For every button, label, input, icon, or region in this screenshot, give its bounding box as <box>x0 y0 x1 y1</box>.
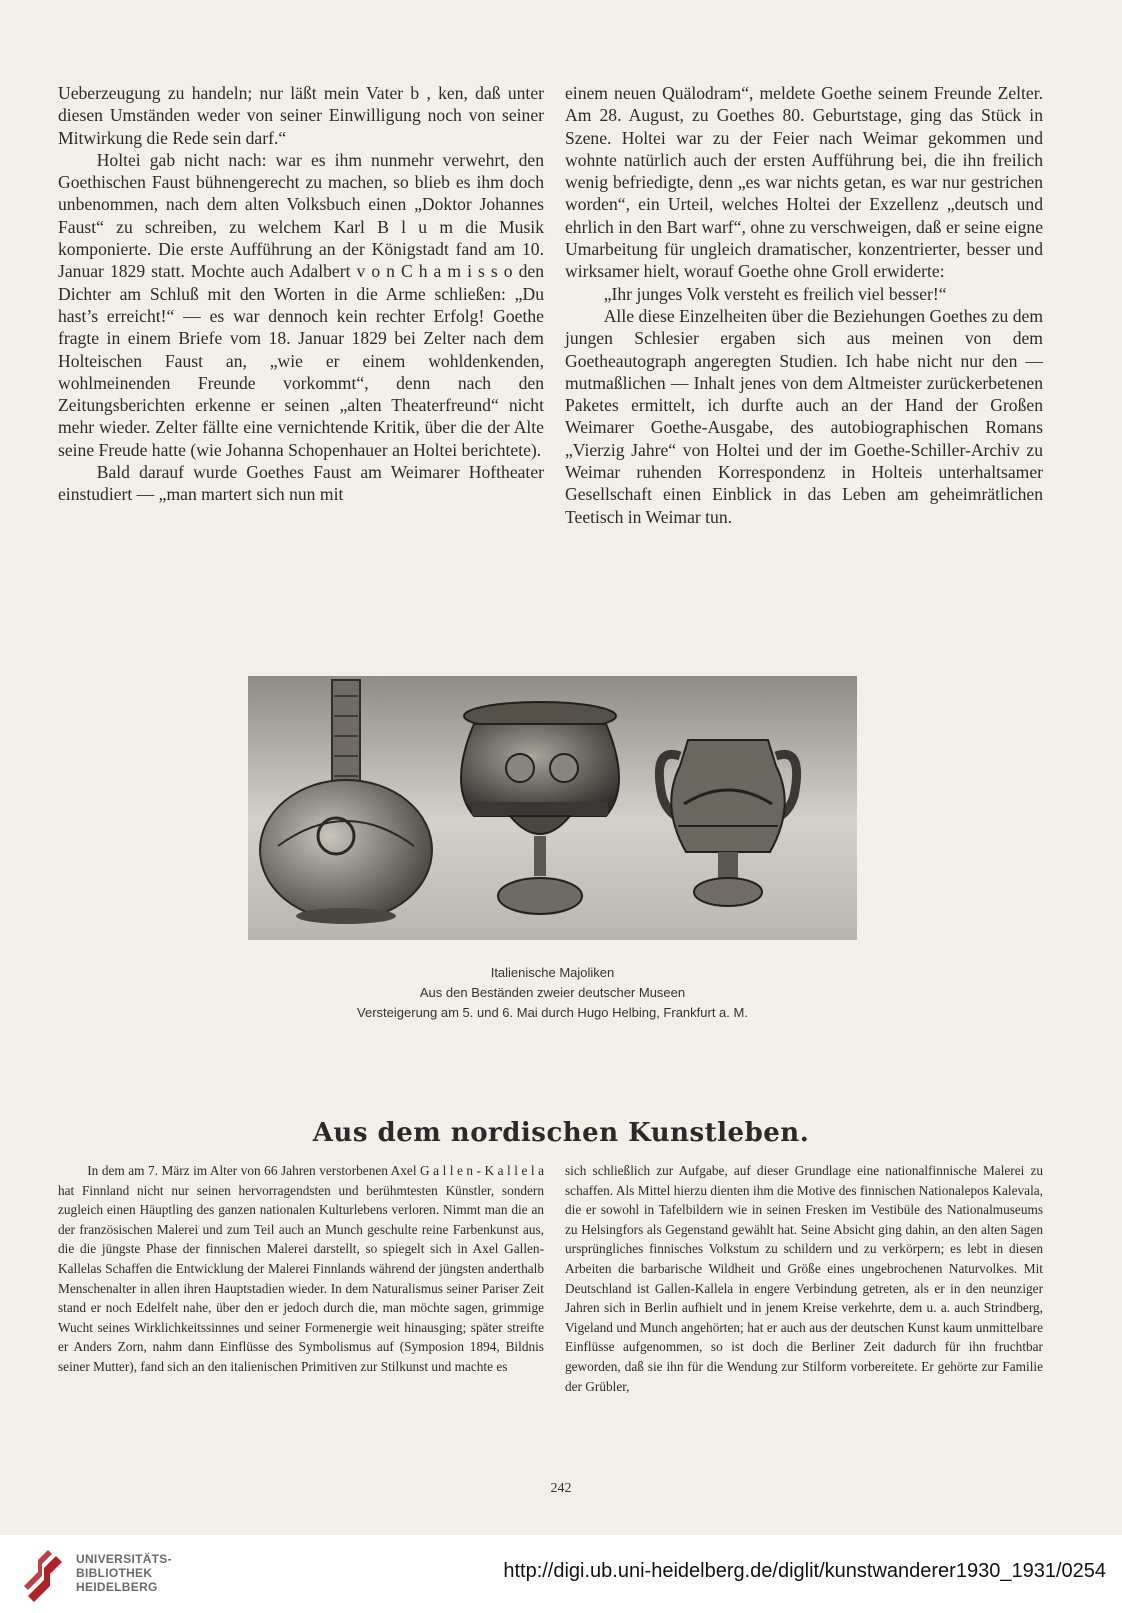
article-right-column <box>565 82 1043 528</box>
figure-caption <box>248 963 857 1023</box>
section-left-column <box>58 1161 544 1377</box>
paragraph: Ueberzeugung zu handeln; nur läßt mein Vater b , ken, daß unter diesen Umständen weder von seiner Einwilligung noch von seiner Mitwirkung die Rede sein darf.“ <box>58 83 544 148</box>
majolica-photo <box>248 676 857 940</box>
library-line: HEIDELBERG <box>76 1580 158 1594</box>
caption-line: Versteigerung am 5. und 6. Mai durch Hugo Helbing, Frankfurt a. M. <box>357 1005 748 1020</box>
page-number: 242 <box>550 1481 572 1496</box>
paragraph: einem neuen Quälodram“, meldete Goethe seinem Freunde Zelter. Am 28. August, zu Goethes 80. Geburtstage, ging das Stück in Szene. Holtei war zu der Feier nach Weimar gekommen und wohnte natürlich auch der ersten Aufführung bei, die ihn freilich wenig befriedigte, denn „es war nichts getan, es war nur gestrichen worden“, ein Urteil, welches Holtei der Exzellenz „deutsch und ehrlich in den Bart warf“, ohne zu verschweigen, daß er seine eigne Umarbeitung für ungleich dramatischer, konzentrierter, besser und wirksamer hielt, worauf Goethe ohne Groll erwiderte: <box>565 83 1043 282</box>
paragraph: „Ihr junges Volk versteht es freilich viel besser!“ <box>603 283 947 304</box>
paragraph: Holtei gab nicht nach: war es ihm nunmehr verwehrt, den Goethischen Faust bühnengerecht zu machen, so blieb es ihm doch unbenommen, nach dem alten Volksbuch einen „Doktor Johannes Faust“ zu schreiben, zu welchem Karl B l u m die Musik komponierte. Die erste Aufführung an der Königstadt fand am 10. Januar 1829 statt. Mochte auch Adalbert v o n C h a m i s s o den Dichter am Schluß mit den Worten in die Arme schließen: „Du hast’s erreicht!“ — es war dennoch kein rechter Erfolg! Goethe fragte in einem Briefe vom 18. Januar 1829 bei Zelter nach dem Holteischen Faust an, „wie er einem wohldenkenden, wohlmeinenden Freunde vorkommt“, denn nach den Zeitungsberichten erkenne er seinen „alten Theaterfreund“ nicht mehr wieder. Zelter fällte eine vernichtende Kritik, über die der Alte seine Freude hatte (wie Johanna Schopenhauer an Holtei berichtete). <box>58 149 544 460</box>
caption-line: Italienische Majoliken <box>490 965 615 980</box>
library-logo-icon <box>24 1546 66 1602</box>
source-url-link[interactable]: http://digi.ub.uni-heidelberg.de/diglit/kunstwanderer1930_1931/0254 <box>503 1560 1106 1582</box>
vases-illustration <box>248 676 857 940</box>
section-heading: Aus dem nordischen Kunstleben. <box>312 1118 810 1148</box>
paragraph: In dem am 7. März im Alter von 66 Jahren verstorbenen Axel G a l l e n - K a l l e l a hat Finnland nicht nur seinen hervorragendsten und berühmtesten Künstler, sondern zugleich einen Häuptling des ganzen nationalen Kulturlebens verloren. Nimmt man die an der französischen Malerei und zum Teil auch an Munch geschulte reine Farbenkunst aus, die die jüngste Phase der finnischen Malerei darstellt, so spiegelt sich in Axel Gallen-Kallelas Schaffen die Entwicklung der Malerei Finnlands während der jüngsten anderthalb Menschenalter in allen ihren Hauptstadien wieder. In dem Naturalismus seiner Pariser Zeit stand er noch Edelfelt nahe, über den er jedoch durch die, man möchte sagen, grimmige Wucht seines Wirklichkeitssinnes und seiner Formenergie weit hinausging; später streifte er Anders Zorn, nahm dann Einflüsse des Symbolismus auf (Symposion 1894, Bildnis seiner Mutter), fand sich an den italienischen Primitiven zur Stilkunst und machte es <box>58 1163 544 1374</box>
library-line: UNIVERSITÄTS- <box>76 1552 172 1566</box>
paragraph: Bald darauf wurde Goethes Faust am Weimarer Hoftheater einstudiert — „man martert sich nun mit <box>58 462 544 505</box>
library-line: BIBLIOTHEK <box>76 1566 153 1580</box>
library-name <box>76 1552 172 1594</box>
caption-line: Aus den Beständen zweier deutscher Museen <box>419 985 686 1000</box>
article-left-column <box>58 82 544 506</box>
paragraph: Alle diese Einzelheiten über die Beziehungen Goethes zu dem jungen Schlesier ergaben sich aus meinen von dem Goetheautograph angeregten Studien. Ich habe nicht nur den — mutmaßlichen — Inhalt jenes von dem Altmeister zurückerbetenen Paketes ermittelt, ich durfte auch an der Hand der Großen Weimarer Goethe-Ausgabe, des autobiographischen Romans „Vierzig Jahre“ von Holtei und der im Goethe-Schiller-Archiv zu Weimar ruhenden Korrespondenz in Holteis unterhaltsamer Gesellschaft einen Einblick in das Leben am geheimrätlichen Teetisch in Weimar tun. <box>565 305 1043 527</box>
paragraph: sich schließlich zur Aufgabe, auf dieser Grundlage eine nationalfinnische Malerei zu schaffen. Als Mittel hierzu dienten ihm die Motive des finnischen Nationalepos Kalevala, die er sowohl in Tafelbildern wie in seinen Fresken im Vestibüle des Nationalmuseums zu Helsingfors als Gegenstand gewählt hat. Seine Absicht ging dahin, an den alten Sagen ursprüngliches finnisches Volkstum zu schildern und zu verkörpern; es lebt in diesen Arbeiten die barbarische Wildheit und Größe eines ungebrochenen Naturvolkes. Mit Deutschland ist Gallen-Kallela in engere Verbindung getreten, als er in den neunziger Jahren sich in Berlin aufhielt und in jenem Kreise verkehrte, dem u. a. auch Strindberg, Vigeland und Munch angehörten; hat er auch aus der deutschen Kunst kaum unmittelbare Einflüsse aufgenommen, so ist doch die Berliner Zeit dadurch für ihn fruchtbar geworden, daß sie ihn für die Wendung zur Stilform vorbereitete. Er gehörte zur Familie der Grübler, <box>565 1163 1043 1394</box>
section-right-column <box>565 1161 1043 1396</box>
